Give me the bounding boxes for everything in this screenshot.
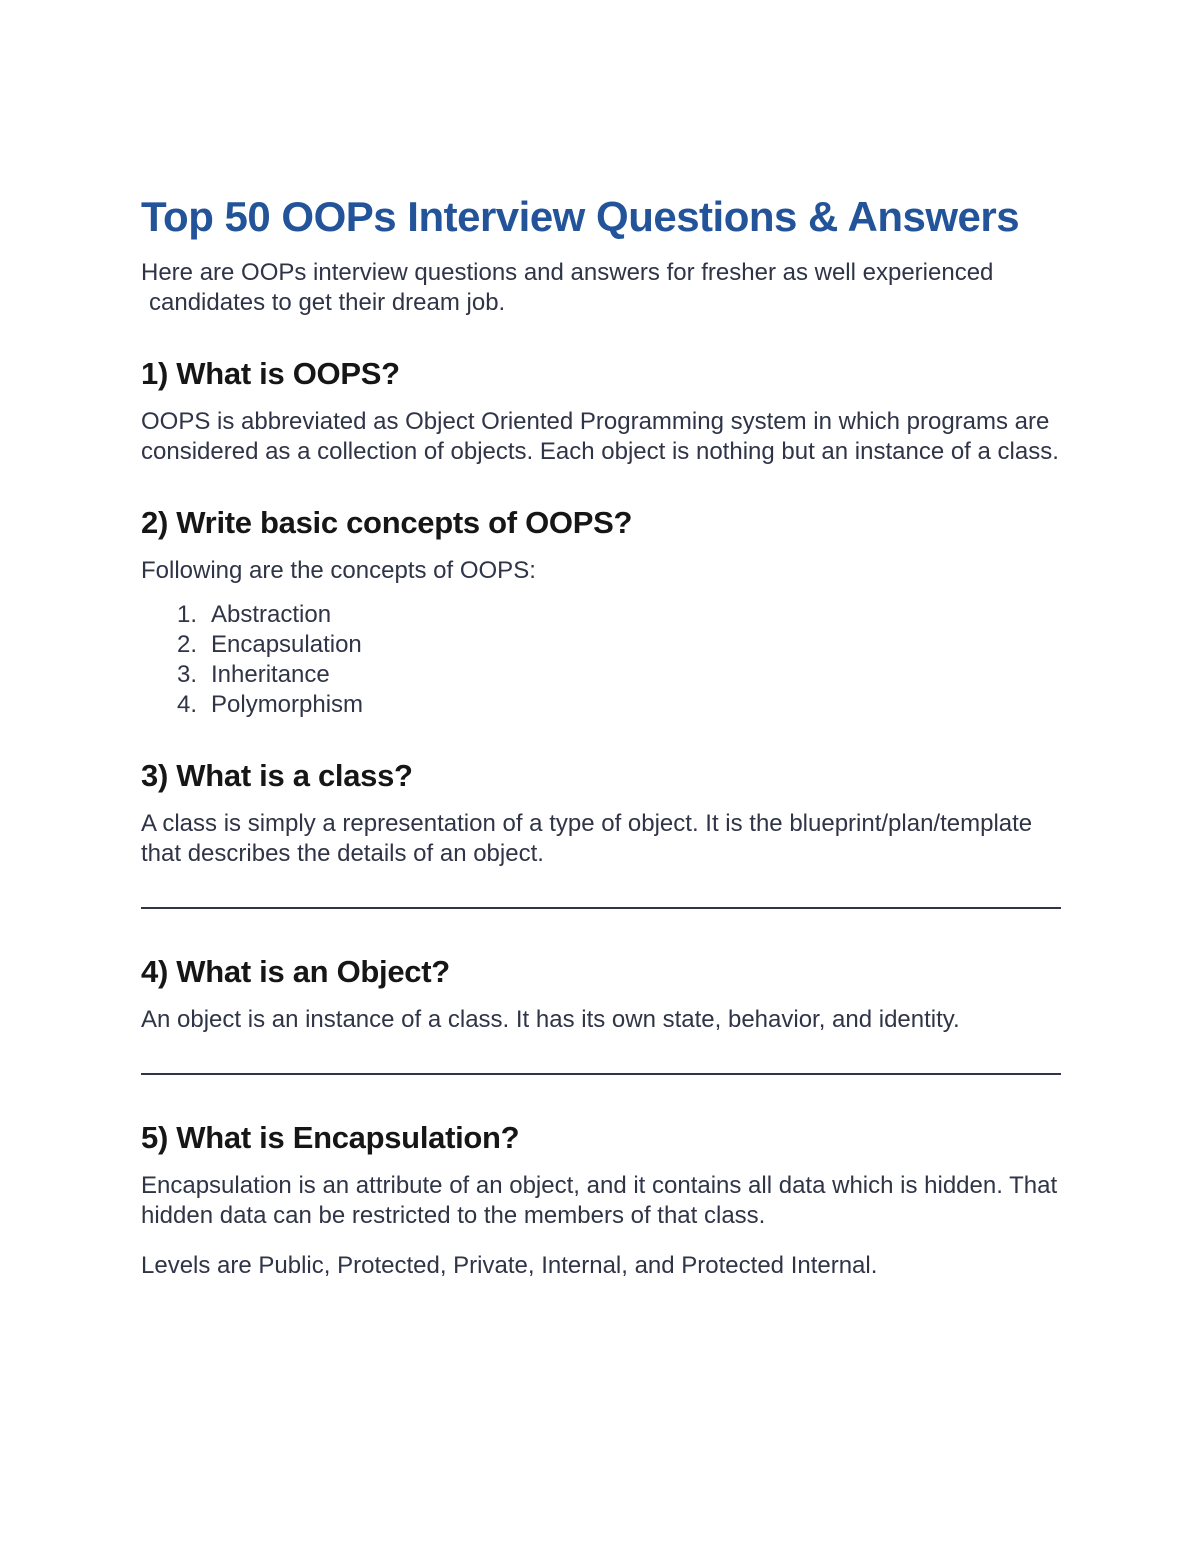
list-item-text: Encapsulation	[211, 631, 362, 658]
list-item-number: 3.	[177, 661, 198, 688]
list-item-text: Inheritance	[211, 661, 330, 688]
intro-paragraph: Here are OOPs interview questions and answers for fresher as well experienced candidates to get their dream job.	[141, 259, 994, 316]
list-item-number: 4.	[177, 691, 198, 718]
answer-paragraph-1: OOPS is abbreviated as Object Oriented Programming system in which programs are considered as a collection of objects. Each object is nothing but an instance of a class.	[141, 408, 1059, 465]
answer-paragraph-5: Encapsulation is an attribute of an object, and it contains all data which is hidden. That hidden data can be restricted to the members of that class.	[141, 1172, 1058, 1229]
horizontal-divider	[141, 907, 1061, 909]
answer-paragraph-5b: Levels are Public, Protected, Private, Internal, and Protected Internal.	[141, 1252, 878, 1279]
question-heading-4: 4) What is an Object?	[141, 954, 450, 989]
list-item	[141, 630, 1061, 660]
question-heading-1: 1) What is OOPS?	[141, 356, 400, 391]
list-item	[141, 600, 1061, 630]
question-heading-3: 3) What is a class?	[141, 758, 413, 793]
list-item-number: 1.	[177, 601, 198, 628]
list-item-text: Polymorphism	[211, 691, 364, 718]
question-heading-2: 2) Write basic concepts of OOPS?	[141, 505, 633, 540]
concepts-list	[141, 600, 1061, 720]
document-page	[141, 190, 1061, 1281]
list-item	[141, 690, 1061, 720]
answer-paragraph-4: An object is an instance of a class. It has its own state, behavior, and identity.	[141, 1006, 960, 1033]
list-item-text: Abstraction	[211, 601, 332, 628]
list-item-number: 2.	[177, 631, 198, 658]
page-title: Top 50 OOPs Interview Questions & Answers	[141, 193, 1020, 240]
list-item	[141, 660, 1061, 690]
answer-paragraph-2: Following are the concepts of OOPS:	[141, 557, 536, 584]
question-heading-5: 5) What is Encapsulation?	[141, 1120, 520, 1155]
answer-paragraph-3: A class is simply a representation of a type of object. It is the blueprint/plan/template that describes the details of an object.	[141, 810, 1033, 867]
horizontal-divider	[141, 1073, 1061, 1075]
